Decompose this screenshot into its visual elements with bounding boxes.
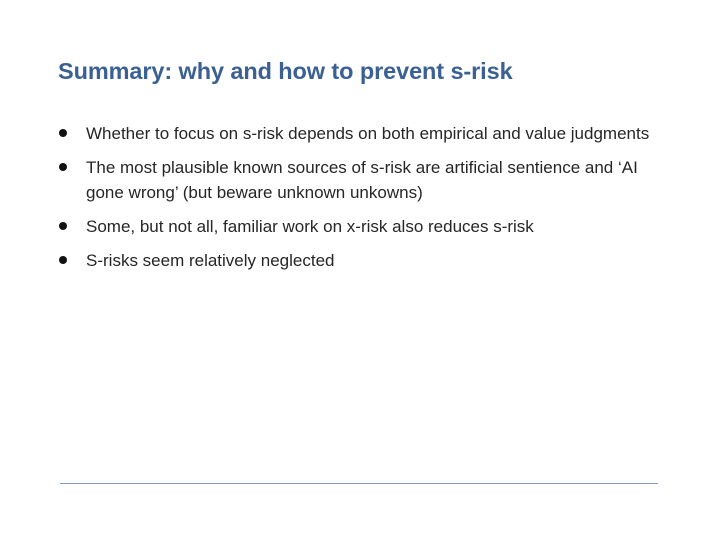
bullet-list [58, 121, 658, 282]
bullet-text: Whether to focus on s-risk depends on both empirical and value judgments [86, 124, 650, 143]
bullet-dot-icon [59, 256, 67, 264]
bullet-text: The most plausible known sources of s-risk are artificial sentience and ‘AI gone wrong’ (but beware unknown unkowns) [86, 158, 638, 202]
bullet-item [58, 155, 658, 205]
bullet-text: Some, but not all, familiar work on x-risk also reduces s-risk [86, 217, 534, 236]
bullet-item [58, 214, 658, 239]
bullet-dot-icon [59, 222, 67, 230]
bullet-dot-icon [59, 129, 67, 137]
slide-title: Summary: why and how to prevent s-risk [58, 58, 513, 84]
bullet-item [58, 248, 658, 273]
bullet-text: S-risks seem relatively neglected [86, 251, 335, 270]
bullet-item [58, 121, 658, 146]
bullet-dot-icon [59, 163, 67, 171]
footer-divider [60, 483, 658, 484]
